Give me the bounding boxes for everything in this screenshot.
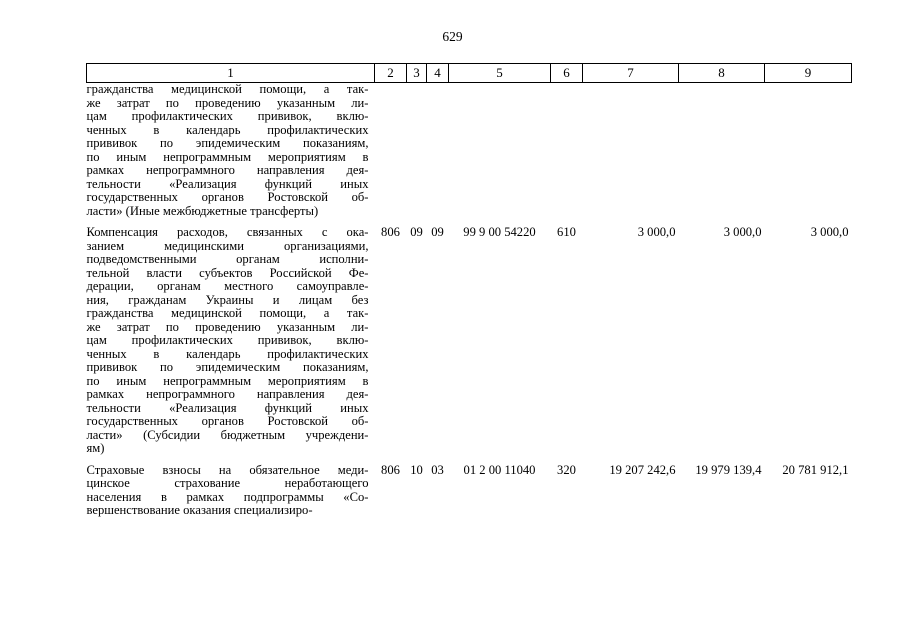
- description-line: вершенствование оказания специализиро-: [86, 503, 313, 517]
- subsection-code: 03: [431, 462, 444, 477]
- ministry-code: [375, 83, 407, 219]
- description-line: государственных органов Ростовской об-: [86, 414, 369, 428]
- description-line: Компенсация расходов, связанных с ока-: [86, 225, 369, 239]
- expense-type-code: 320: [557, 462, 576, 477]
- description-line: подведомственными органам исполни-: [86, 252, 369, 266]
- section-code: 09: [410, 225, 423, 239]
- table-row: [87, 83, 852, 219]
- header-cell-8: 8: [679, 64, 765, 83]
- amount-year-2: 19 979 139,4: [695, 462, 762, 477]
- amount-year-3: 20 781 912,1: [782, 462, 849, 477]
- subsection-code: 09: [431, 225, 444, 239]
- target-article-code: 01 2 00 11040: [463, 462, 536, 477]
- expense-type-code: [551, 83, 583, 219]
- table-header-row: [87, 64, 852, 83]
- header-cell-6: 6: [551, 64, 583, 83]
- expense-type-code: 610: [557, 225, 576, 239]
- description-line: ния, гражданам Украины и лицам без: [86, 292, 369, 307]
- description-line: гражданства медицинской помощи, а так-: [86, 306, 369, 320]
- header-cell-5: 5: [449, 64, 551, 83]
- description-line: по иным непрограммным мероприятиям в: [86, 373, 369, 388]
- description-line: по иным непрограммным мероприятиям в: [86, 149, 369, 164]
- amount-year-3: 3 000,0: [810, 225, 849, 239]
- description-line: ям): [86, 441, 105, 455]
- description-line: прививок по эпидемическим показаниям,: [86, 360, 369, 374]
- description-line: же затрат по проведению указанным ли-: [86, 95, 369, 110]
- description-line: государственных органов Ростовской об-: [86, 190, 369, 204]
- table-row: [87, 456, 852, 518]
- row-description: [87, 83, 375, 219]
- header-cell-1: 1: [87, 64, 375, 83]
- description-line: цам профилактических прививок, вклю-: [86, 333, 369, 347]
- row-description: [87, 218, 375, 456]
- amount-year-1: 19 207 242,6: [609, 462, 676, 477]
- description-line: Страховые взносы на обязательное меди-: [86, 462, 369, 477]
- amount-year-3: [765, 83, 852, 219]
- ministry-code: 806: [381, 225, 400, 239]
- description-line: дерации, органам местного самоуправле-: [86, 279, 369, 293]
- description-line: тельности «Реализация функций иных: [86, 176, 369, 191]
- description-line: цам профилактических прививок, вклю-: [86, 109, 369, 123]
- subsection-code: [427, 83, 449, 219]
- table-row: [87, 218, 852, 456]
- budget-table: [86, 63, 852, 518]
- page-number: 629: [442, 29, 463, 44]
- description-line: ласти» (Субсидии бюджетным учреждени-: [86, 427, 369, 442]
- header-cell-2: 2: [375, 64, 407, 83]
- amount-year-1: [583, 83, 679, 219]
- description-line: прививок по эпидемическим показаниям,: [86, 136, 369, 150]
- target-article-code: [449, 83, 551, 219]
- amount-year-1: 3 000,0: [637, 225, 676, 239]
- description-line: занием медицинскими организациями,: [86, 238, 369, 253]
- description-line: населения в рамках подпрограммы «Со-: [86, 489, 369, 504]
- description-line: цинское страхование неработающего: [86, 476, 369, 490]
- ministry-code: 806: [381, 462, 400, 477]
- description-line: ласти» (Иные межбюджетные трансферты): [86, 203, 319, 218]
- table-body: [87, 83, 852, 518]
- description-line: тельности «Реализация функций иных: [86, 400, 369, 415]
- description-line: гражданства медицинской помощи, а так-: [86, 82, 369, 96]
- description-line: тельной власти субъектов Российской Фе-: [86, 265, 369, 280]
- row-description: [87, 456, 375, 518]
- amount-year-2: 3 000,0: [723, 225, 762, 239]
- description-line: же затрат по проведению указанным ли-: [86, 319, 369, 334]
- description-line: ченных в календарь профилактических: [86, 122, 369, 137]
- header-cell-7: 7: [583, 64, 679, 83]
- description-line: рамках непрограммного направления дея-: [86, 163, 369, 177]
- header-cell-9: 9: [765, 64, 852, 83]
- description-line: ченных в календарь профилактических: [86, 346, 369, 361]
- section-code: 10: [410, 462, 423, 477]
- header-cell-4: 4: [427, 64, 449, 83]
- target-article-code: 99 9 00 54220: [463, 225, 536, 239]
- section-code: [407, 83, 427, 219]
- amount-year-2: [679, 83, 765, 219]
- header-cell-3: 3: [407, 64, 427, 83]
- description-line: рамках непрограммного направления дея-: [86, 387, 369, 401]
